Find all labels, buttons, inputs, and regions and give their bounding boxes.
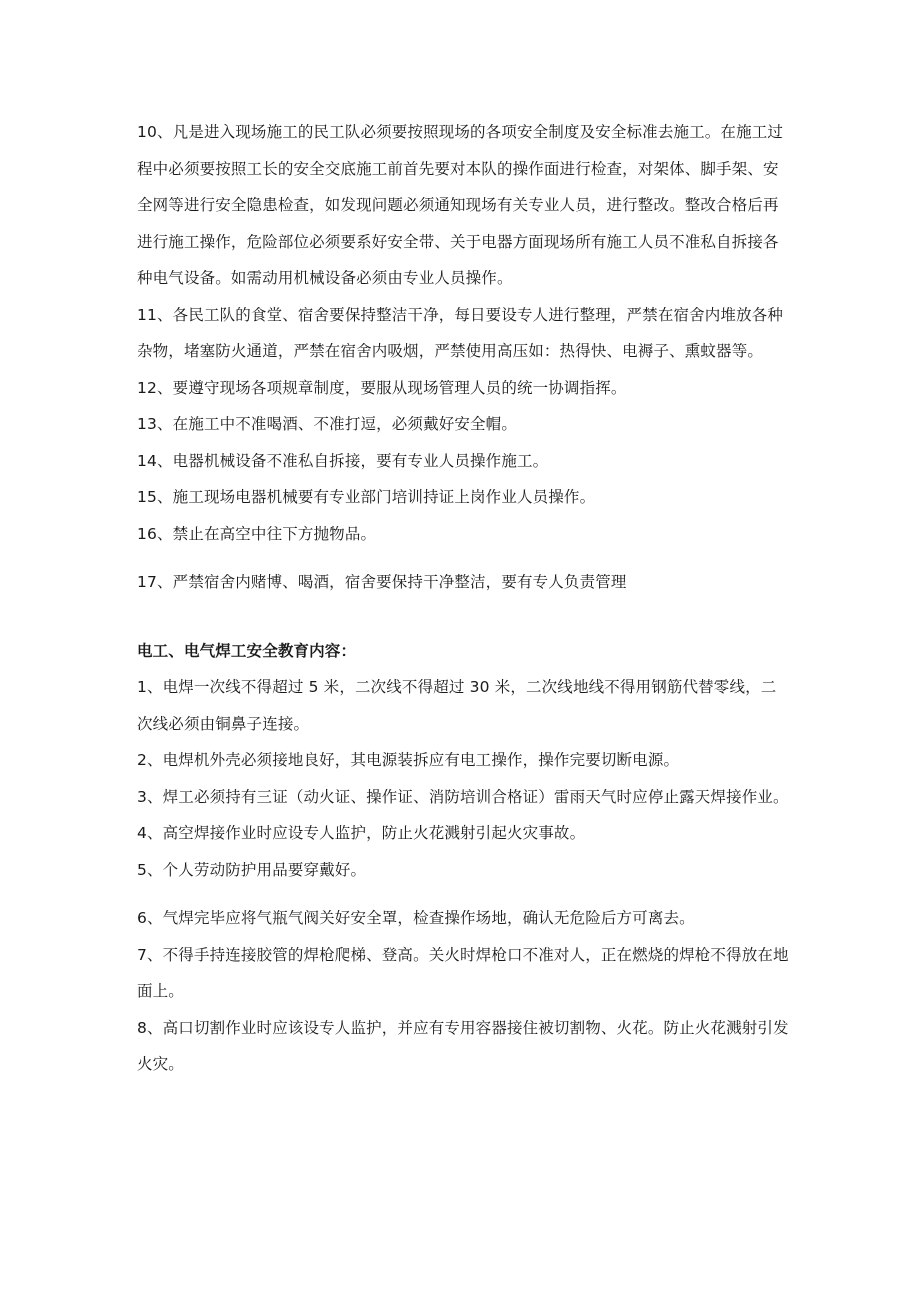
safety-rule-16: 16、禁止在高空中往下方抛物品。 xyxy=(137,524,377,543)
welding-rule-4: 4、高空焊接作业时应设专人监护，防止火花溅射引起火灾事故。 xyxy=(137,824,586,842)
safety-rule-15: 15、施工现场电器机械要有专业部门培训持证上岗作业人员操作。 xyxy=(137,488,596,506)
safety-rule-13: 13、在施工中不准喝酒、不准打逗，必须戴好安全帽。 xyxy=(137,415,517,433)
welding-rule-5: 5、个人劳动防护用品要穿戴好。 xyxy=(137,860,367,879)
section-heading-welding: 电工、电气焊工安全教育内容： xyxy=(137,641,357,660)
safety-rule-17: 17、严禁宿舍内赌博、喝酒，宿舍要保持干净整洁，要有专人负责管理 xyxy=(137,573,627,591)
document-body xyxy=(137,114,789,1083)
welding-rule-8: 8、高口切割作业时应该设专人监护，并应有专用容器接住被切割物、火花。防止火花溅射引发火灾。 xyxy=(137,1018,789,1073)
welding-rule-3: 3、焊工必须持有三证（动火证、操作证、消防培训合格证）雷雨天气时应停止露天焊接作业。 xyxy=(137,787,789,806)
safety-rule-11: 11、各民工队的食堂、宿舍要保持整洁干净，每日要设专人进行整理，严禁在宿舍内堆放各种杂物，堵塞防火通道，严禁在宿舍内吸烟，严禁使用高压如：热得快、电褥子、熏蚊器等。 xyxy=(137,305,784,360)
welding-rule-7: 7、不得手持连接胶管的焊枪爬梯、登高。关火时焊枪口不准对人，正在燃烧的焊枪不得放在地面上。 xyxy=(137,945,789,1000)
welding-rule-6: 6、气焊完毕应将气瓶气阀关好安全罩，检查操作场地，确认无危险后方可离去。 xyxy=(137,909,695,927)
safety-rule-12: 12、要遵守现场各项规章制度，要服从现场管理人员的统一协调指挥。 xyxy=(137,378,627,397)
welding-rule-1: 1、电焊一次线不得超过 5 米，二次线不得超过 30 米，二次线地线不得用钢筋代替零线，二次线必须由铜鼻子连接。 xyxy=(137,678,777,733)
safety-rule-10: 10、凡是进入现场施工的民工队必须要按照现场的各项安全制度及安全标准去施工。在施工过程中必须要按照工长的安全交底施工前首先要对本队的操作面进行检查，对架体、脚手架、安全网等进行安全隐患检查，如发现问题必须通知现场有关专业人员，进行整改。整改合格后再进行施工操作，危险部位必须要系好安全带、关于电器方面现场所有施工人员不准私自拆接各种电气设备。如需动用机械设备必须由专业人员操作。 xyxy=(137,123,784,287)
safety-rule-14: 14、电器机械设备不准私自拆接，要有专业人员操作施工。 xyxy=(137,451,549,470)
welding-rule-2: 2、电焊机外壳必须接地良好，其电源装拆应有电工操作，操作完要切断电源。 xyxy=(137,751,680,769)
